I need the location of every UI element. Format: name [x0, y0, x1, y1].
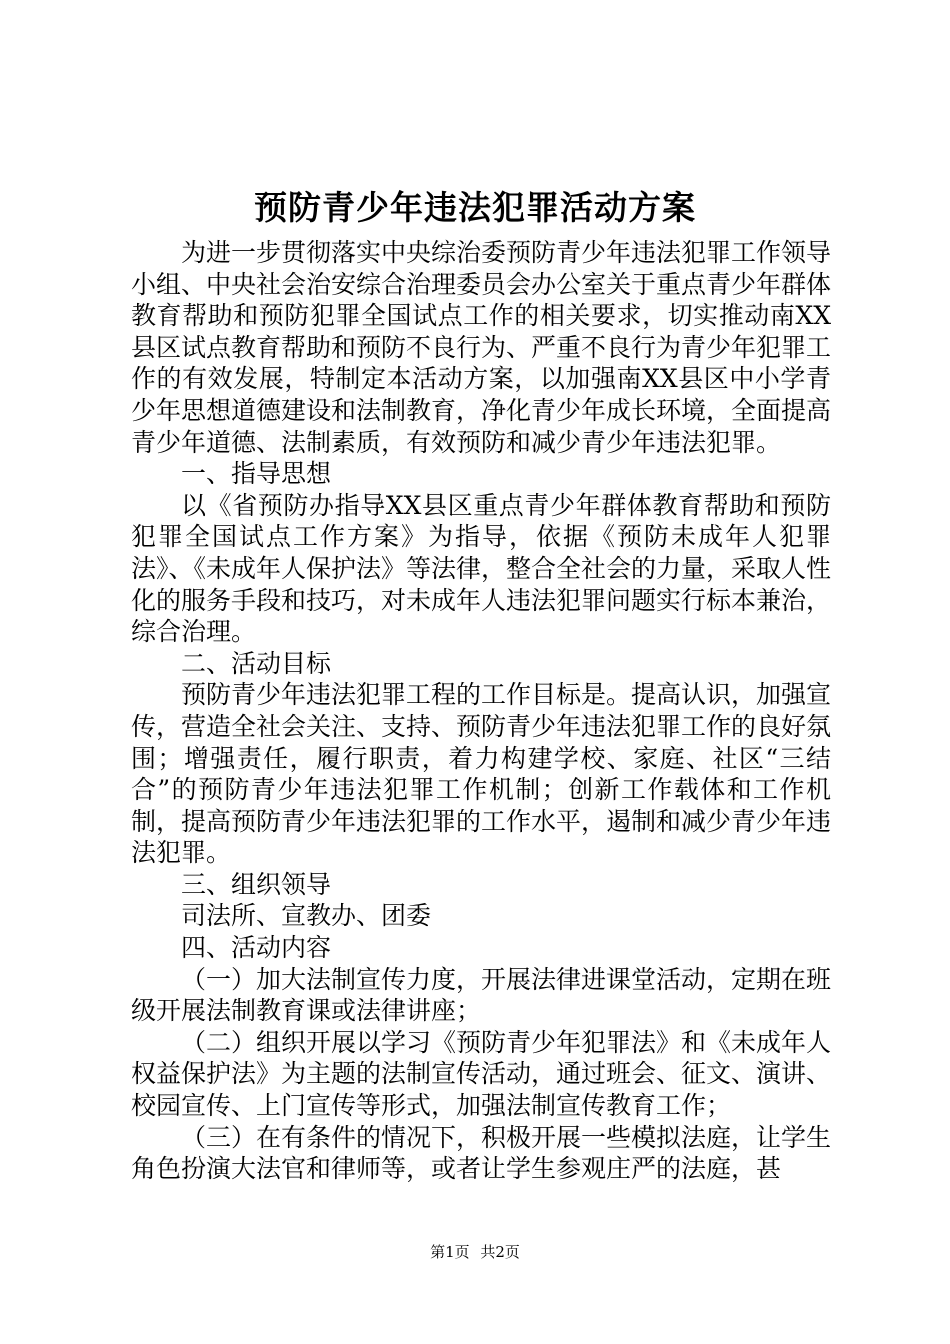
page-footer — [0, 1242, 950, 1262]
document-title: 预防青少年违法犯罪活动方案 — [254, 188, 696, 227]
paragraph-intro: 为进一步贯彻落实中央综治委预防青少年违法犯罪工作领导小组、中央社会治安综合治理委员会办公室关于重点青少年群体教育帮助和预防犯罪全国试点工作的相关要求，切实推动南XX县区试点教育帮助和预防不良行为、严重不良行为青少年犯罪工作的有效发展，特制定本活动方案，以加强南XX县区中小学青少年思想道德建设和法制教育，净化青少年成长环境，全面提高青少年道德、法制素质，有效预防和减少青少年违法犯罪。 — [131, 238, 832, 457]
page-number-total: 共2页 — [480, 1243, 520, 1261]
paragraph-activity-goals: 预防青少年违法犯罪工程的工作目标是。提高认识，加强宣传，营造全社会关注、支持、预防青少年违法犯罪工作的良好氛围；增强责任，履行职责，着力构建学校、家庭、社区“三结合”的预防青少年违法犯罪工作机制；创新工作载体和工作机制，提高预防青少年违法犯罪的工作水平，遏制和减少青少年违法犯罪。 — [131, 680, 832, 868]
heading-activity-content: 四、活动内容 — [181, 933, 332, 963]
paragraph-content-item-2: （二）组织开展以学习《预防青少年犯罪法》和《未成年人权益保护法》为主题的法制宣传活动，通过班会、征文、演讲、校园宣传、上门宣传等形式，加强法制宣传教育工作； — [131, 1027, 832, 1121]
heading-organization: 三、组织领导 — [181, 869, 332, 899]
paragraph-content-item-1: （一）加大法制宣传力度，开展法律进课堂活动，定期在班级开展法制教育课或法律讲座； — [131, 964, 832, 1026]
page-number-current: 第1页 — [430, 1243, 470, 1261]
heading-guiding-thought: 一、指导思想 — [181, 459, 332, 489]
heading-activity-goals: 二、活动目标 — [181, 648, 332, 678]
paragraph-content-item-3: （三）在有条件的情况下，积极开展一些模拟法庭，让学生角色扮演大法官和律师等，或者让学生参观庄严的法庭，甚 — [131, 1122, 832, 1184]
paragraph-guiding-thought: 以《省预防办指导XX县区重点青少年群体教育帮助和预防犯罪全国试点工作方案》为指导，依据《预防未成年人犯罪法》、《未成年人保护法》等法律，整合全社会的力量，采取人性化的服务手段和技巧，对未成年人违法犯罪问题实行标本兼治，综合治理。 — [131, 490, 832, 647]
paragraph-organization: 司法所、宣教办、团委 — [181, 901, 432, 931]
document-body — [131, 237, 831, 1185]
